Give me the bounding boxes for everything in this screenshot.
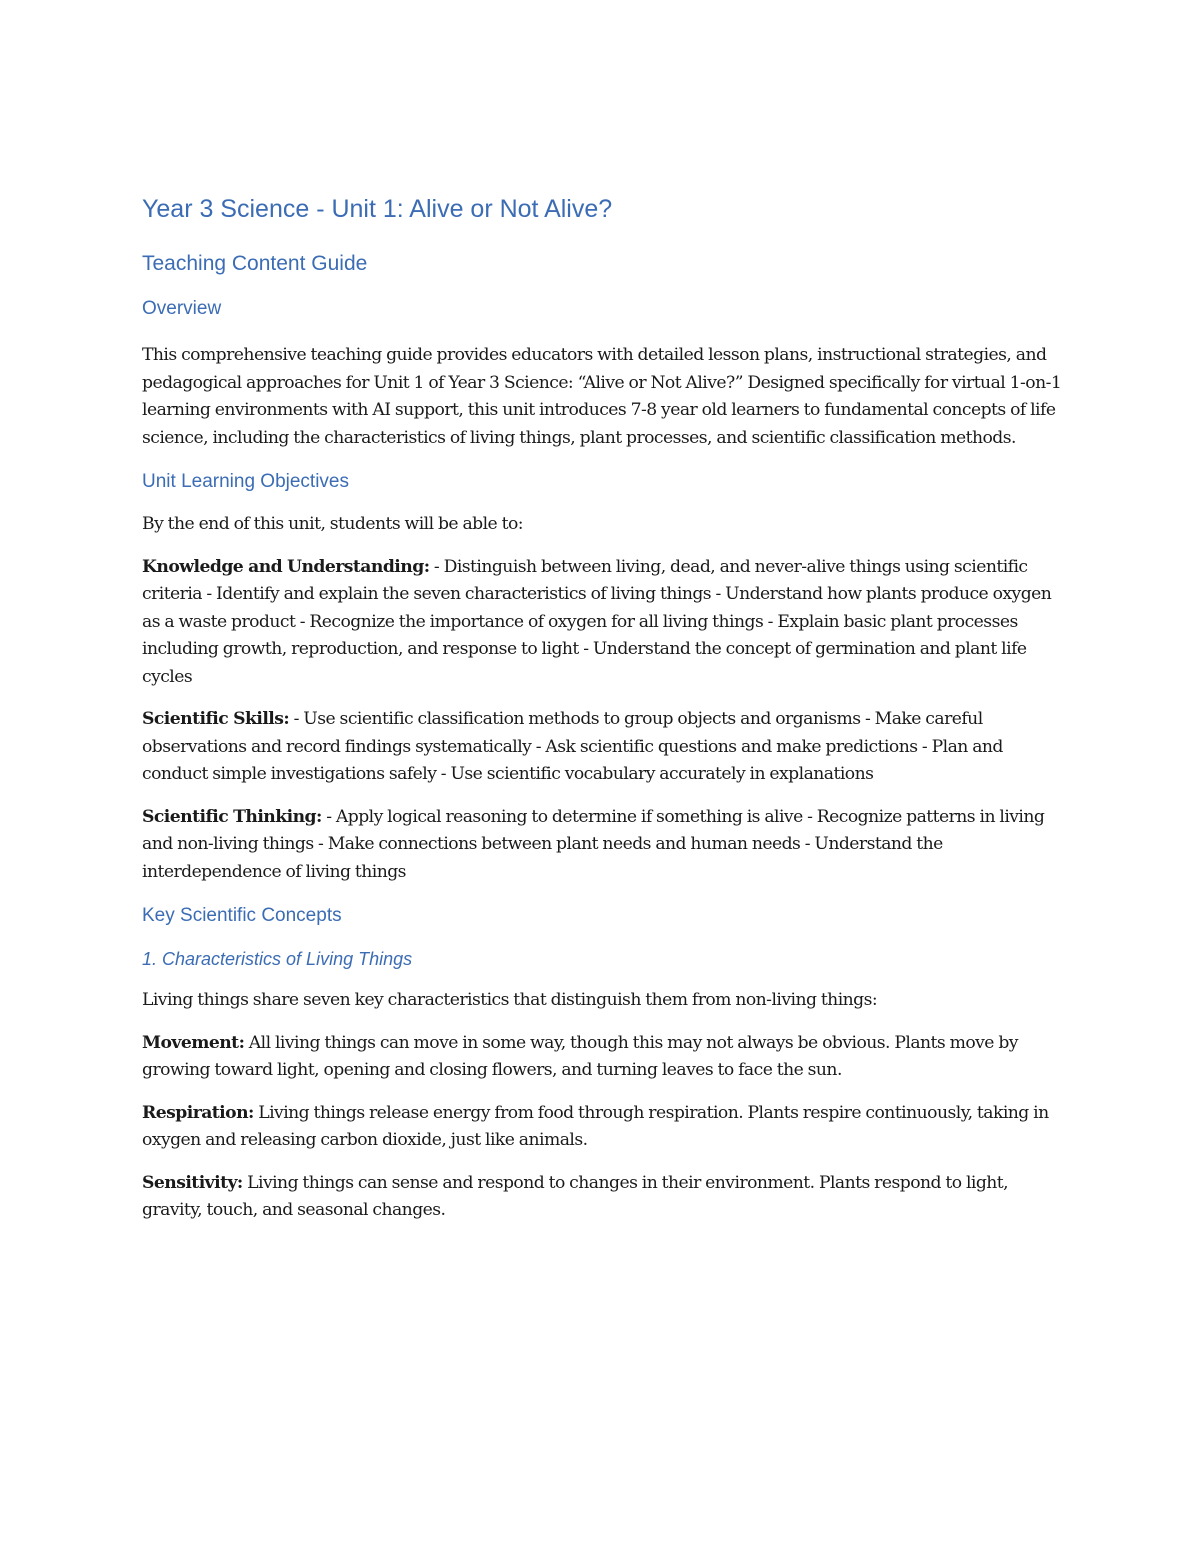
characteristic-movement	[142, 1030, 1062, 1085]
objectives-intro: By the end of this unit, students will be able to:	[142, 514, 523, 534]
objective-label: Knowledge and Understanding:	[142, 556, 430, 577]
concepts-heading: Key Scientific Concepts	[142, 905, 342, 926]
objective-knowledge	[142, 554, 1062, 692]
objective-skills	[142, 706, 1062, 789]
characteristic-respiration	[142, 1100, 1062, 1155]
document-subtitle: Teaching Content Guide	[142, 252, 368, 275]
document-title: Year 3 Science - Unit 1: Alive or Not Alive?	[142, 195, 613, 223]
characteristic-label: Movement:	[142, 1032, 245, 1053]
objective-text: - Distinguish between living, dead, and never-alive things using scientific criteria - Identify and explain the seven characteristics of living things - Understand how plants produce oxygen as a waste product - Recognize the importance of oxygen for all living things - Explain basic plant processes including growth, reproduction, and response to light - Understand the concept of germination and plant life cycles	[142, 556, 1052, 687]
objective-label: Scientific Skills:	[142, 709, 290, 729]
objectives-heading: Unit Learning Objectives	[142, 471, 349, 492]
characteristic-text: Living things can sense and respond to changes in their environment. Plants respond to light, gravity, touch, and seasonal changes.	[142, 1172, 1009, 1220]
concept1-heading: 1. Characteristics of Living Things	[142, 949, 413, 969]
characteristic-label: Respiration:	[142, 1102, 254, 1123]
characteristic-sensitivity	[142, 1170, 1062, 1225]
objective-text: - Use scientific classification methods to group objects and organisms - Make careful observations and record findings systematically - Ask scientific questions and make predictions - Plan and conduct simple investigations safely - Use scientific vocabulary accurately in explanations	[142, 709, 1003, 784]
objective-text: - Apply logical reasoning to determine if something is alive - Recognize patterns in living and non-living things - Make connections between plant needs and human needs - Understand the interdependence of living things	[142, 806, 1045, 882]
objective-thinking	[142, 804, 1062, 887]
objective-label: Scientific Thinking:	[142, 806, 322, 827]
characteristic-text: Living things release energy from food through respiration. Plants respire continuously, taking in oxygen and releasing carbon dioxide, just like animals.	[142, 1102, 1049, 1150]
document-page	[142, 190, 1062, 1240]
characteristic-text: All living things can move in some way, though this may not always be obvious. Plants move by growing toward light, opening and closing flowers, and turning leaves to face the sun.	[142, 1032, 1018, 1080]
overview-paragraph: This comprehensive teaching guide provides educators with detailed lesson plans, instructional strategies, and pedagogical approaches for Unit 1 of Year 3 Science: “Alive or Not Alive?” Designed specifically for virtual 1-on-1 learning environments with AI support, this unit introduces 7-8 year old learners to fundamental concepts of life science, including the characteristics of living things, plant processes, and scientific classification methods.	[142, 345, 1062, 448]
characteristic-label: Sensitivity:	[142, 1172, 243, 1193]
overview-heading: Overview	[142, 298, 222, 319]
concept1-intro: Living things share seven key characteristics that distinguish them from non-living things:	[142, 990, 878, 1010]
